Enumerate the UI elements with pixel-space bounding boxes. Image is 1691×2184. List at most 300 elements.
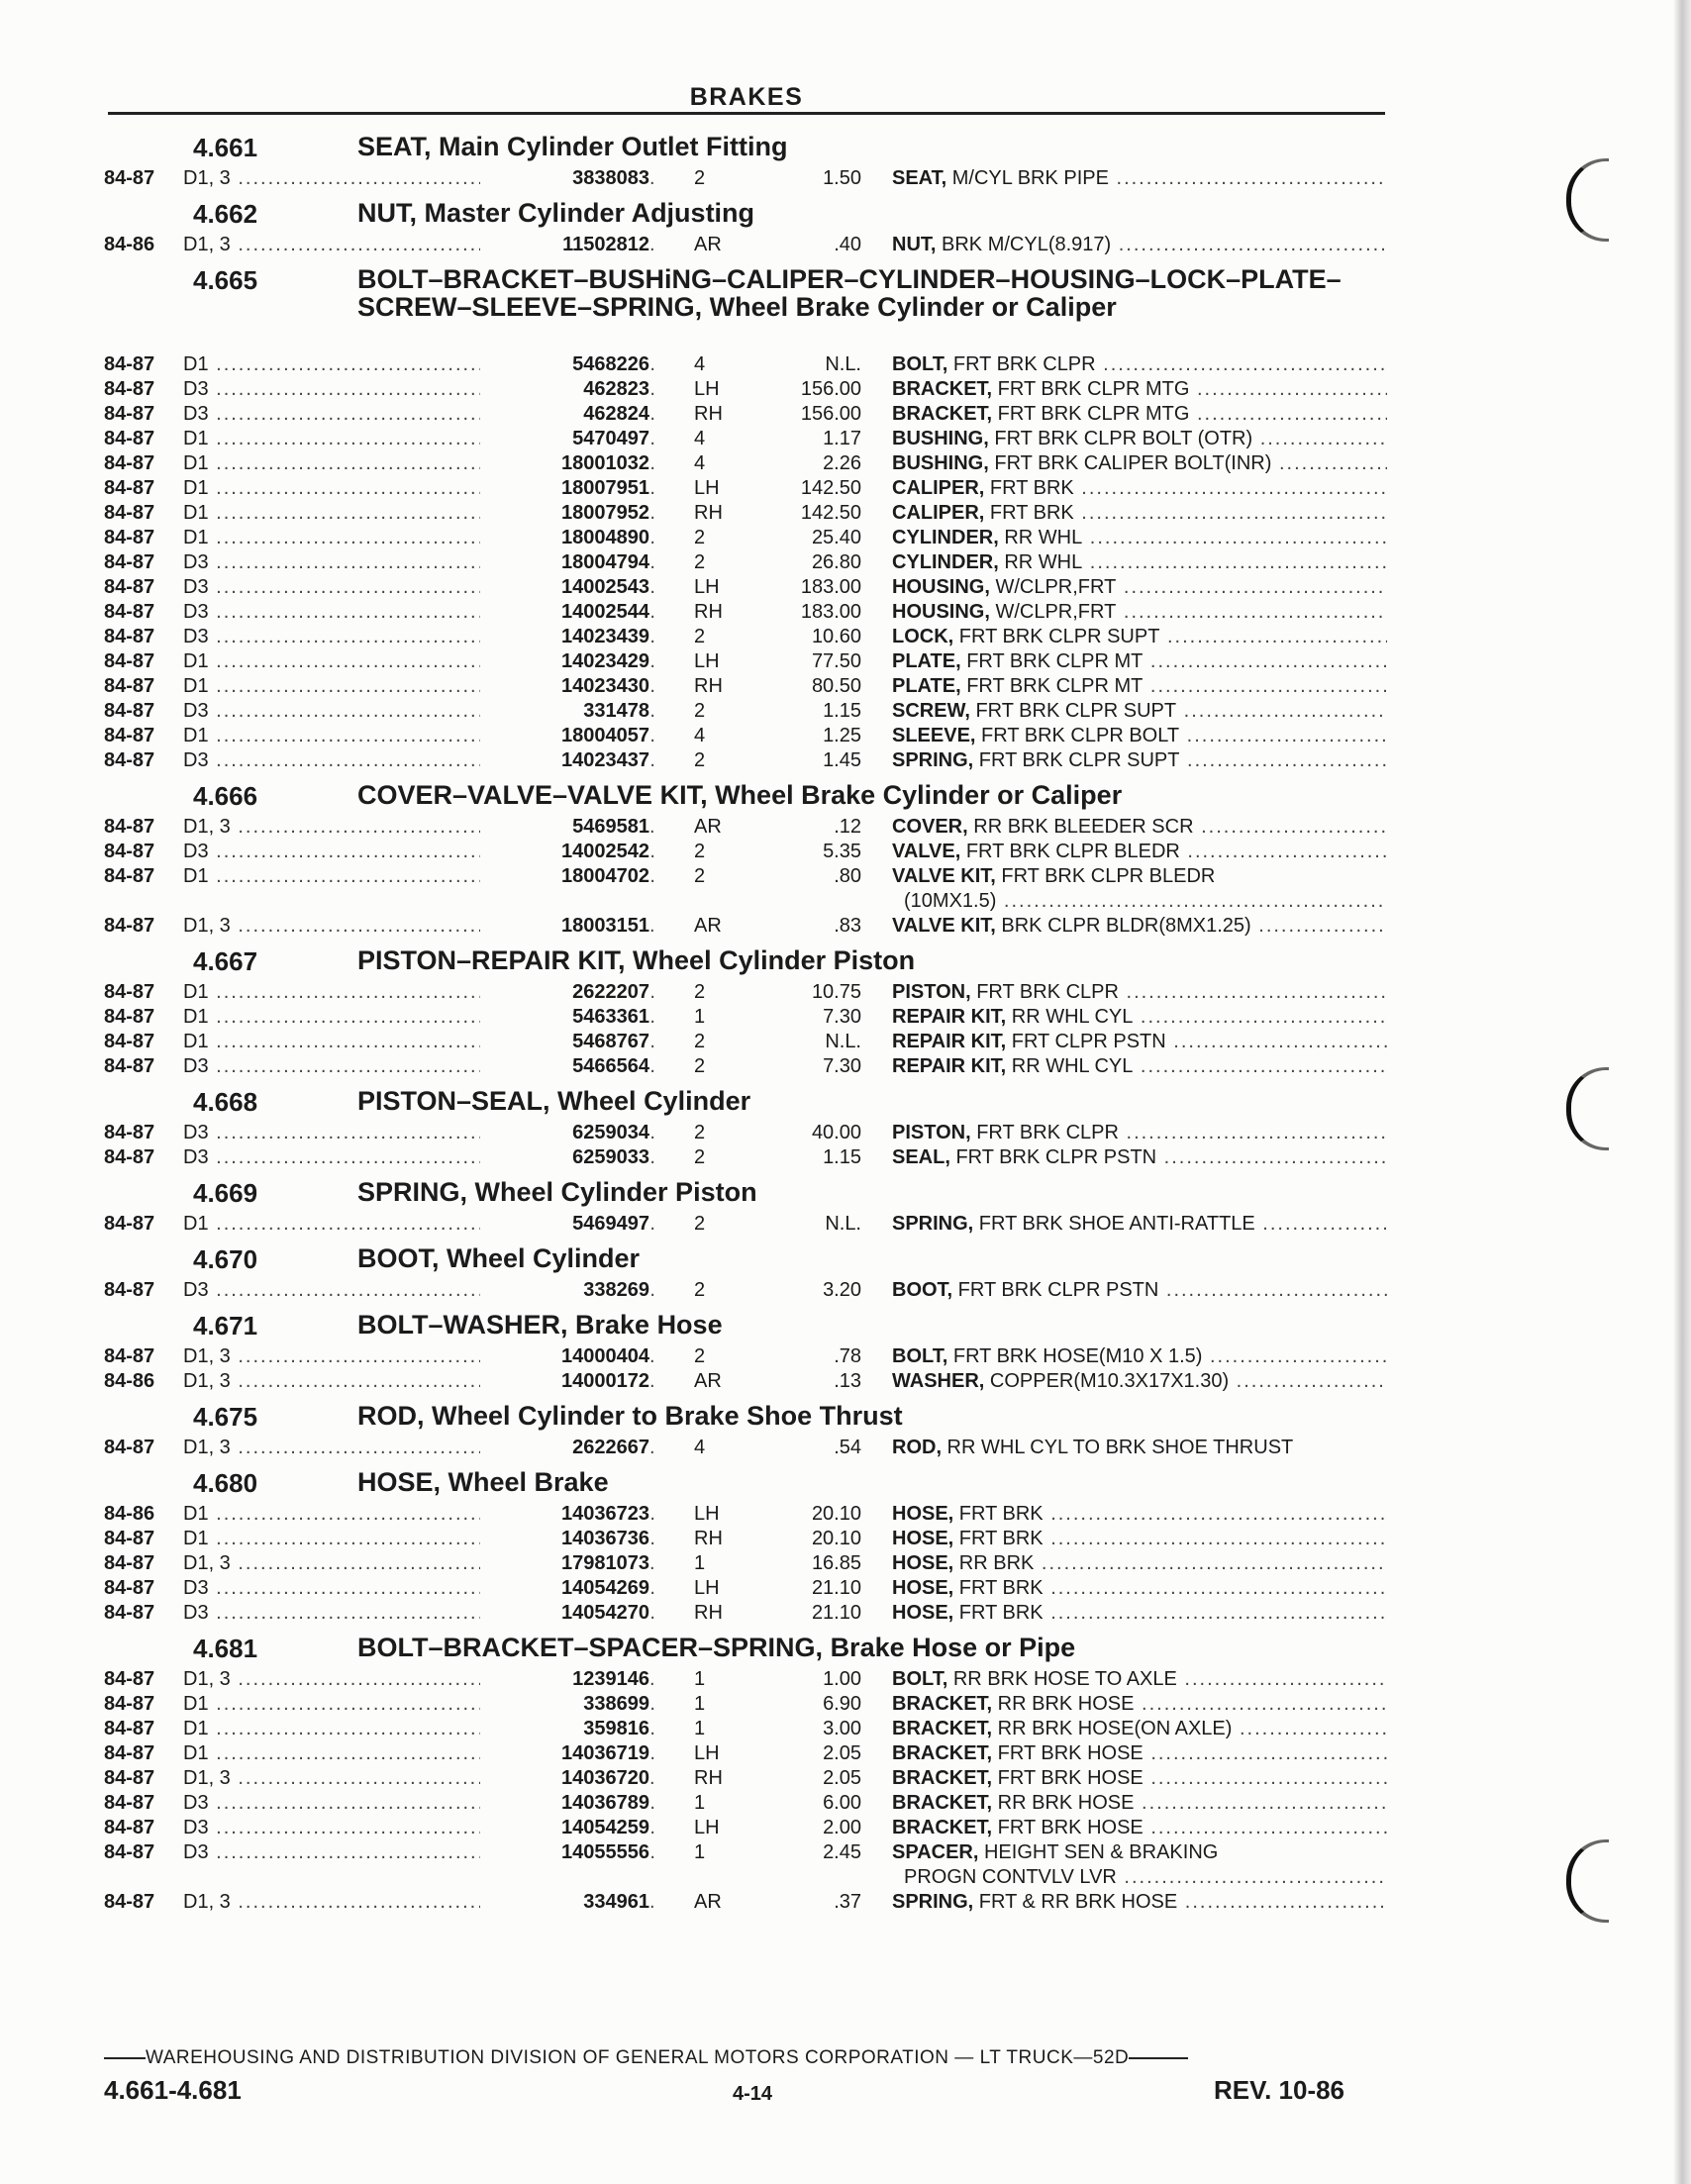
quantity: 2 xyxy=(694,1146,706,1168)
description xyxy=(892,166,1387,191)
section-title: NUT, Master Cylinder Adjusting xyxy=(357,198,755,228)
quantity: LH xyxy=(694,378,720,400)
description-keyword: CALIPER, xyxy=(892,502,985,524)
section-heading xyxy=(104,1083,1387,1121)
section-number: 4.671 xyxy=(193,1311,258,1340)
section-heading xyxy=(104,1630,1387,1667)
model-code-text: D1, 3 xyxy=(183,1437,231,1458)
quantity: AR xyxy=(694,1370,722,1392)
description-keyword: SEAT, xyxy=(892,167,947,189)
description-keyword: BRACKET, xyxy=(892,1767,993,1789)
description-cell xyxy=(892,674,1387,699)
description-cell xyxy=(892,1741,1387,1766)
model-code-text: D1 xyxy=(183,981,209,1003)
description xyxy=(892,1369,1387,1394)
quantity: 4 xyxy=(694,725,706,746)
model-code-text: D3 xyxy=(183,1146,209,1168)
description xyxy=(892,476,1387,501)
quantity: AR xyxy=(694,915,722,937)
price: 20.10 xyxy=(811,1528,861,1549)
part-row xyxy=(104,1717,1387,1741)
model-code-text: D3 xyxy=(183,749,209,771)
model-years: 84-87 xyxy=(104,1742,155,1764)
part-number: 359816 xyxy=(480,1717,649,1741)
description xyxy=(892,674,1387,699)
part-row xyxy=(104,377,1387,402)
section-title: PISTON–SEAL, Wheel Cylinder xyxy=(357,1086,751,1116)
part-row xyxy=(104,1766,1387,1791)
part-row xyxy=(104,1005,1387,1030)
model-years: 84-87 xyxy=(104,626,155,647)
description-cell xyxy=(892,1692,1387,1717)
model-years: 84-87 xyxy=(104,816,155,838)
description xyxy=(892,1527,1387,1551)
description-text: FRT BRK CLPR xyxy=(970,981,1119,1003)
description-text: FRT BRK CLPR MTG xyxy=(992,403,1190,425)
description-text: FRT BRK CLPR MT xyxy=(960,675,1144,697)
model-years: 84-87 xyxy=(104,1213,155,1235)
description xyxy=(892,980,1387,1005)
description-text: RR BRK xyxy=(953,1552,1035,1574)
description-keyword: CALIPER, xyxy=(892,477,985,499)
part-row xyxy=(104,1741,1387,1766)
part-number: 14054269 xyxy=(480,1576,649,1601)
quantity: 1 xyxy=(694,1693,706,1715)
quantity: 2 xyxy=(694,1031,706,1052)
quantity: 4 xyxy=(694,1437,706,1458)
description xyxy=(892,1667,1387,1692)
price: 2.45 xyxy=(823,1841,861,1863)
quantity: 2 xyxy=(694,1213,706,1235)
price: 77.50 xyxy=(811,650,861,672)
description xyxy=(892,526,1387,550)
description xyxy=(892,1502,1387,1527)
description-continuation: (10MX1.5) ..... xyxy=(892,889,1387,914)
part-number: 14036723 xyxy=(480,1502,649,1527)
description-keyword: VALVE KIT, xyxy=(892,865,996,887)
price: N.L. xyxy=(825,353,861,375)
description-keyword: COVER, xyxy=(892,816,968,838)
description-cell xyxy=(892,1667,1387,1692)
quantity: 4 xyxy=(694,353,706,375)
description-cell xyxy=(892,1502,1387,1527)
price: 2.00 xyxy=(823,1817,861,1838)
section-number: 4.668 xyxy=(193,1087,258,1117)
model-code-text: D1, 3 xyxy=(183,1891,231,1913)
description-text: FRT BRK xyxy=(953,1503,1044,1525)
part-row xyxy=(104,699,1387,724)
section-heading xyxy=(104,1307,1387,1344)
model-years: 84-87 xyxy=(104,167,155,189)
description-cell xyxy=(892,1030,1387,1054)
description-keyword: CYLINDER, xyxy=(892,527,999,548)
description xyxy=(892,1692,1387,1717)
part-row xyxy=(104,914,1387,939)
quantity: RH xyxy=(694,601,723,623)
quantity: 1 xyxy=(694,1006,706,1028)
description-cell xyxy=(892,724,1387,748)
price: 10.75 xyxy=(811,981,861,1003)
description-cell xyxy=(892,1212,1387,1237)
section-heading xyxy=(104,1464,1387,1502)
model-code-text: D1, 3 xyxy=(183,167,231,189)
description xyxy=(892,427,1387,451)
part-row xyxy=(104,1890,1387,1915)
description-cell xyxy=(892,1601,1387,1626)
model-code-text: D1 xyxy=(183,353,209,375)
model-years: 84-87 xyxy=(104,551,155,573)
part-row xyxy=(104,451,1387,476)
price: 2.26 xyxy=(823,452,861,474)
quantity: 2 xyxy=(694,1055,706,1077)
price: 20.10 xyxy=(811,1503,861,1525)
model-code-text: D1 xyxy=(183,428,209,449)
quantity: AR xyxy=(694,816,722,838)
part-row xyxy=(104,1369,1387,1394)
description-keyword: BRACKET, xyxy=(892,1718,993,1739)
section-heading xyxy=(104,1241,1387,1278)
model-code-text: D1, 3 xyxy=(183,1552,231,1574)
price: 1.15 xyxy=(823,1146,861,1168)
part-number: 338699 xyxy=(480,1692,649,1717)
model-years: 84-87 xyxy=(104,1528,155,1549)
model-years: 84-87 xyxy=(104,981,155,1003)
description-text: BRK M/CYL(8.917) xyxy=(936,234,1112,255)
part-number: 6259033 xyxy=(480,1145,649,1170)
description-cell xyxy=(892,1145,1387,1170)
part-row xyxy=(104,352,1387,377)
description xyxy=(892,864,1387,889)
description xyxy=(892,840,1387,864)
model-years: 84-87 xyxy=(104,527,155,548)
description-text: FRT BRK CALIPER BOLT(INR) xyxy=(988,452,1272,474)
section-heading xyxy=(104,943,1387,980)
description-text: RR WHL xyxy=(998,551,1083,573)
description-text: FRT CLPR PSTN xyxy=(1006,1031,1166,1052)
quantity: LH xyxy=(694,1503,720,1525)
price: 1.25 xyxy=(823,725,861,746)
model-years: 84-87 xyxy=(104,1602,155,1624)
price: .80 xyxy=(834,865,861,887)
description xyxy=(892,1890,1387,1915)
quantity: 1 xyxy=(694,1792,706,1814)
description-text: FRT BRK CLPR BLEDR xyxy=(995,865,1216,887)
description-cell xyxy=(892,427,1387,451)
model-code-text: D1, 3 xyxy=(183,1767,231,1789)
part-row xyxy=(104,1551,1387,1576)
description xyxy=(892,1741,1387,1766)
part-row xyxy=(104,1145,1387,1170)
description-keyword: BRACKET, xyxy=(892,1693,993,1715)
description-cell xyxy=(892,864,1387,914)
description-text: W/CLPR,FRT xyxy=(989,601,1117,623)
part-row xyxy=(104,1527,1387,1551)
price: 183.00 xyxy=(800,576,861,598)
part-number: 2622207 xyxy=(480,980,649,1005)
description-cell xyxy=(892,1278,1387,1303)
description-cell xyxy=(892,1005,1387,1030)
price: 1.50 xyxy=(823,167,861,189)
page-title: BRAKES xyxy=(689,83,804,111)
description xyxy=(892,451,1387,476)
quantity: 2 xyxy=(694,626,706,647)
description-text: FRT BRK CLPR MTG xyxy=(992,378,1190,400)
description-text: RR WHL CYL xyxy=(1006,1055,1134,1077)
part-number: 334961 xyxy=(480,1890,649,1915)
price: .37 xyxy=(834,1891,861,1913)
quantity: AR xyxy=(694,234,722,255)
quantity: 1 xyxy=(694,1668,706,1690)
section-number: 4.661 xyxy=(193,133,258,162)
part-number: 5470497 xyxy=(480,427,649,451)
part-row xyxy=(104,1030,1387,1054)
part-number: 14036736 xyxy=(480,1527,649,1551)
price: 2.05 xyxy=(823,1767,861,1789)
part-row xyxy=(104,1121,1387,1145)
part-row xyxy=(104,625,1387,649)
description-text: FRT BRK CLPR xyxy=(947,353,1096,375)
description xyxy=(892,1601,1387,1626)
quantity: 2 xyxy=(694,749,706,771)
description-keyword: SPRING, xyxy=(892,1213,974,1235)
description-keyword: BUSHING, xyxy=(892,452,989,474)
model-code-text: D1 xyxy=(183,650,209,672)
description-keyword: LOCK, xyxy=(892,626,954,647)
model-years: 84-87 xyxy=(104,915,155,937)
footer-publisher-text: WAREHOUSING AND DISTRIBUTION DIVISION OF GENERAL MOTORS CORPORATION — LT TRUCK—52D xyxy=(146,2047,1130,2068)
description-text: FRT BRK CLPR PSTN xyxy=(952,1279,1159,1301)
description-text: FRT BRK HOSE xyxy=(992,1742,1144,1764)
part-number: 14054259 xyxy=(480,1816,649,1840)
model-code-text: D3 xyxy=(183,551,209,573)
description-text: FRT BRK HOSE xyxy=(992,1817,1144,1838)
model-years: 84-87 xyxy=(104,428,155,449)
quantity: 2 xyxy=(694,1279,706,1301)
model-code-text: D1, 3 xyxy=(183,816,231,838)
description-text: M/CYL BRK PIPE xyxy=(946,167,1109,189)
description-keyword: HOSE, xyxy=(892,1528,954,1549)
part-number: 14000172 xyxy=(480,1369,649,1394)
quantity: 2 xyxy=(694,841,706,862)
section-heading xyxy=(104,1174,1387,1212)
description-cell xyxy=(892,451,1387,476)
description-text: RR BRK HOSE xyxy=(992,1792,1135,1814)
part-row xyxy=(104,1054,1387,1079)
description-keyword: HOSE, xyxy=(892,1577,954,1599)
description-cell xyxy=(892,1344,1387,1369)
description xyxy=(892,724,1387,748)
description-keyword: SLEEVE, xyxy=(892,725,976,746)
quantity: 2 xyxy=(694,551,706,573)
model-code-text: D1, 3 xyxy=(183,1668,231,1690)
price: 6.00 xyxy=(823,1792,861,1814)
price: 80.50 xyxy=(811,675,861,697)
description-cell xyxy=(892,550,1387,575)
description-keyword: VALVE, xyxy=(892,841,961,862)
section-title: SEAT, Main Cylinder Outlet Fitting xyxy=(357,132,788,161)
model-code-text: D3 xyxy=(183,1279,209,1301)
section-title: ROD, Wheel Cylinder to Brake Shoe Thrust xyxy=(357,1401,903,1431)
price: N.L. xyxy=(825,1031,861,1052)
price: 26.80 xyxy=(811,551,861,573)
part-number: 5468226 xyxy=(480,352,649,377)
model-years: 84-87 xyxy=(104,1792,155,1814)
model-years: 84-87 xyxy=(104,1577,155,1599)
part-row xyxy=(104,649,1387,674)
description-text: W/CLPR,FRT xyxy=(989,576,1117,598)
description-text: FRT BRK xyxy=(984,477,1074,499)
description-keyword: HOSE, xyxy=(892,1602,954,1624)
part-number: 5466564 xyxy=(480,1054,649,1079)
model-years: 84-87 xyxy=(104,1767,155,1789)
model-code-text: D1 xyxy=(183,477,209,499)
description-cell xyxy=(892,914,1387,939)
price: 16.85 xyxy=(811,1552,861,1574)
quantity: LH xyxy=(694,1577,720,1599)
quantity: LH xyxy=(694,1817,720,1838)
binder-hole-bottom xyxy=(1566,1839,1609,1923)
model-years: 84-87 xyxy=(104,1031,155,1052)
model-years: 84-87 xyxy=(104,1841,155,1863)
model-code-text: D1 xyxy=(183,1718,209,1739)
description-cell xyxy=(892,352,1387,377)
part-row xyxy=(104,1436,1387,1460)
section-title: COVER–VALVE–VALVE KIT, Wheel Brake Cylinder or Caliper xyxy=(357,780,1123,810)
part-number: 11502812 xyxy=(480,233,649,257)
description-cell xyxy=(892,600,1387,625)
part-row xyxy=(104,1502,1387,1527)
model-years: 84-87 xyxy=(104,477,155,499)
model-years: 84-87 xyxy=(104,1006,155,1028)
part-row xyxy=(104,1840,1387,1890)
model-years: 84-87 xyxy=(104,403,155,425)
section-title: BOLT–WASHER, Brake Hose xyxy=(357,1310,723,1340)
model-years: 84-87 xyxy=(104,1055,155,1077)
section-title: BOOT, Wheel Cylinder xyxy=(357,1243,641,1273)
description-keyword: PLATE, xyxy=(892,675,961,697)
quantity: 2 xyxy=(694,981,706,1003)
part-row xyxy=(104,575,1387,600)
price: .54 xyxy=(834,1437,861,1458)
description-cell xyxy=(892,625,1387,649)
part-row xyxy=(104,1791,1387,1816)
price: 21.10 xyxy=(811,1577,861,1599)
description-cell xyxy=(892,1816,1387,1840)
description-text: FRT BRK SHOE ANTI-RATTLE xyxy=(973,1213,1255,1235)
section-heading xyxy=(104,777,1387,815)
model-years: 84-87 xyxy=(104,1279,155,1301)
description-text: RR WHL xyxy=(998,527,1083,548)
model-code-text: D3 xyxy=(183,1055,209,1077)
part-row xyxy=(104,550,1387,575)
section-title: SPRING, Wheel Cylinder Piston xyxy=(357,1177,757,1207)
part-number: 6259034 xyxy=(480,1121,649,1145)
model-code-text: D3 xyxy=(183,1602,209,1624)
quantity: 1 xyxy=(694,1841,706,1863)
section-number: 4.681 xyxy=(193,1634,258,1663)
quantity: 2 xyxy=(694,865,706,887)
part-number: 331478 xyxy=(480,699,649,724)
model-code-text: D1 xyxy=(183,1031,209,1052)
description-keyword: SPRING, xyxy=(892,749,974,771)
description-keyword: BRACKET, xyxy=(892,403,993,425)
price: 40.00 xyxy=(811,1122,861,1143)
quantity: 2 xyxy=(694,700,706,722)
description xyxy=(892,1791,1387,1816)
model-years: 84-87 xyxy=(104,1693,155,1715)
price: 1.45 xyxy=(823,749,861,771)
part-number: 17981073 xyxy=(480,1551,649,1576)
price: 142.50 xyxy=(800,502,861,524)
description-keyword: BOLT, xyxy=(892,353,948,375)
part-number: 462824 xyxy=(480,402,649,427)
description-keyword: HOSE, xyxy=(892,1552,954,1574)
description-cell xyxy=(892,1890,1387,1915)
part-number: 18007952 xyxy=(480,501,649,526)
description-text: FRT BRK CLPR SUPT xyxy=(973,749,1180,771)
description-keyword: BRACKET, xyxy=(892,378,993,400)
part-row xyxy=(104,526,1387,550)
part-number: 5469581 xyxy=(480,815,649,840)
section-heading xyxy=(104,195,1387,233)
section-number: 4.670 xyxy=(193,1244,258,1274)
description-keyword: SPACER, xyxy=(892,1841,979,1863)
model-years: 84-87 xyxy=(104,1817,155,1838)
description-text: COPPER(M10.3X17X1.30) xyxy=(984,1370,1230,1392)
model-years: 84-86 xyxy=(104,1370,155,1392)
price: N.L. xyxy=(825,1213,861,1235)
description-text: RR WHL CYL TO BRK SHOE THRUST xyxy=(942,1437,1294,1458)
description-keyword: VALVE KIT, xyxy=(892,915,996,937)
description-keyword: ROD, xyxy=(892,1437,942,1458)
description-keyword: BUSHING, xyxy=(892,428,989,449)
model-years: 84-87 xyxy=(104,1891,155,1913)
description xyxy=(892,1121,1387,1145)
description-cell xyxy=(892,840,1387,864)
model-code-text: D1 xyxy=(183,725,209,746)
description-text: FRT BRK HOSE(M10 X 1.5) xyxy=(947,1345,1203,1367)
description-cell xyxy=(892,1527,1387,1551)
model-code-text: D3 xyxy=(183,576,209,598)
description xyxy=(892,1816,1387,1840)
quantity: 2 xyxy=(694,1122,706,1143)
price: 1.15 xyxy=(823,700,861,722)
quantity: 2 xyxy=(694,527,706,548)
footer-revision: REV. 10-86 xyxy=(1214,2075,1345,2105)
description-cell xyxy=(892,748,1387,773)
price: 5.35 xyxy=(823,841,861,862)
description-text: FRT BRK xyxy=(953,1528,1044,1549)
part-number: 462823 xyxy=(480,377,649,402)
part-number: 14023429 xyxy=(480,649,649,674)
price: 3.00 xyxy=(823,1718,861,1739)
part-row xyxy=(104,1344,1387,1369)
model-years: 84-87 xyxy=(104,700,155,722)
description-cell xyxy=(892,377,1387,402)
part-number: 14000404 xyxy=(480,1344,649,1369)
part-row xyxy=(104,1278,1387,1303)
description xyxy=(892,1212,1387,1237)
description-keyword: PLATE, xyxy=(892,650,961,672)
part-number: 3838083 xyxy=(480,166,649,191)
model-years: 84-87 xyxy=(104,576,155,598)
description xyxy=(892,1344,1387,1369)
quantity: RH xyxy=(694,403,723,425)
part-row xyxy=(104,427,1387,451)
model-years: 84-87 xyxy=(104,749,155,771)
model-years: 84-87 xyxy=(104,675,155,697)
part-row xyxy=(104,402,1387,427)
